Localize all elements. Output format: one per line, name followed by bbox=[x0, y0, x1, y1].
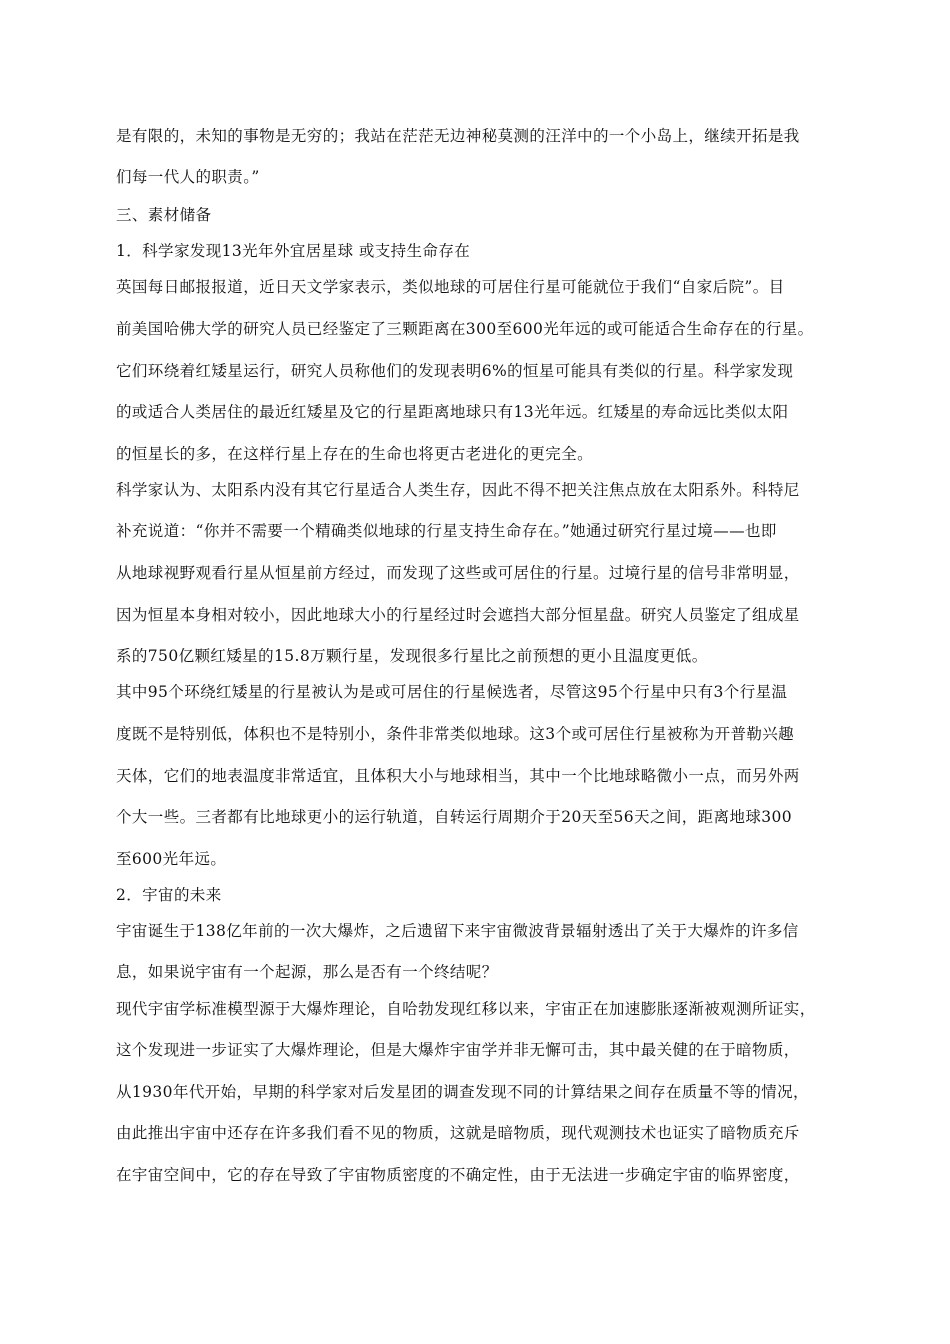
text-line: 系的750亿颗红矮星的15.8万颗行星，发现很多行星比之前预想的更小且温度更低。 bbox=[116, 647, 708, 665]
text-line: 从1930年代开始，早期的科学家对后发星团的调查发现不同的计算结果之间存在质量不等的情况， bbox=[116, 1083, 809, 1101]
text-line: 天体，它们的地表温度非常适宜，且体积大小与地球相当，其中一个比地球略微小一点，而另外两 bbox=[116, 767, 800, 785]
subsection-heading: 2．宇宙的未来 bbox=[116, 886, 222, 904]
text-line: 补充说道：“你并不需要一个精确类似地球的行星支持生命存在。”她通过研究行星过境——也即 bbox=[116, 522, 777, 540]
text-line: 从地球视野观看行星从恒星前方经过，而发现了这些或可居住的行星。过境行星的信号非常明显， bbox=[116, 564, 800, 582]
text-line: 英国每日邮报报道，近日天文学家表示，类似地球的可居住行星可能就位于我们“自家后院”。目 bbox=[116, 278, 785, 296]
text-line: 是有限的，未知的事物是无穷的；我站在茫茫无边神秘莫测的汪洋中的一个小岛上，继续开拓是我 bbox=[116, 127, 800, 145]
text-line: 它们环绕着红矮星运行，研究人员称他们的发现表明6%的恒星可能具有类似的行星。科学家发现 bbox=[116, 362, 794, 380]
text-line: 宇宙诞生于138亿年前的一次大爆炸，之后遗留下来宇宙微波背景辐射透出了关于大爆炸的许多信 bbox=[116, 922, 799, 940]
text-line: 其中95个环绕红矮星的行星被认为是或可居住的行星候选者，尽管这95个行星中只有3个行星温 bbox=[116, 683, 788, 701]
text-line: 息，如果说宇宙有一个起源，那么是否有一个终结呢？ bbox=[116, 963, 498, 981]
section-heading: 三、素材储备 bbox=[116, 206, 212, 224]
text-line: 的或适合人类居住的最近红矮星及它的行星距离地球只有13光年远。红矮星的寿命远比类似太阳 bbox=[116, 403, 789, 421]
text-line: 度既不是特别低，体积也不是特别小，条件非常类似地球。这3个或可居住行星被称为开普勒兴趣 bbox=[116, 725, 795, 743]
text-line: 的恒星长的多，在这样行星上存在的生命也将更古老进化的更完全。 bbox=[116, 445, 594, 463]
text-line: 因为恒星本身相对较小，因此地球大小的行星经过时会遮挡大部分恒星盘。研究人员鉴定了组成星 bbox=[116, 606, 800, 624]
text-line: 在宇宙空间中，它的存在导致了宇宙物质密度的不确定性，由于无法进一步确定宇宙的临界密度， bbox=[116, 1166, 800, 1184]
text-line: 由此推出宇宙中还存在许多我们看不见的物质，这就是暗物质，现代观测技术也证实了暗物质充斥 bbox=[116, 1124, 800, 1142]
text-line: 们每一代人的职责。” bbox=[116, 168, 260, 186]
text-line: 个大一些。三者都有比地球更小的运行轨道，自转运行周期介于20天至56天之间，距离地球300 bbox=[116, 808, 793, 826]
subsection-heading: 1．科学家发现13光年外宜居星球 或支持生命存在 bbox=[116, 242, 471, 260]
text-line: 科学家认为、太阳系内没有其它行星适合人类生存，因此不得不把关注焦点放在太阳系外。科特尼 bbox=[116, 481, 800, 499]
text-line: 前美国哈佛大学的研究人员已经鉴定了三颗距离在300至600光年远的或可能适合生命存在的行星。 bbox=[116, 320, 814, 338]
text-line: 这个发现进一步证实了大爆炸理论，但是大爆炸宇宙学并非无懈可击，其中最关健的在于暗物质， bbox=[116, 1041, 800, 1059]
text-line: 现代宇宙学标准模型源于大爆炸理论，自哈勃发现红移以来，宇宙正在加速膨胀逐渐被观测所证实， bbox=[116, 1000, 816, 1018]
text-line: 至600光年远。 bbox=[116, 850, 227, 868]
